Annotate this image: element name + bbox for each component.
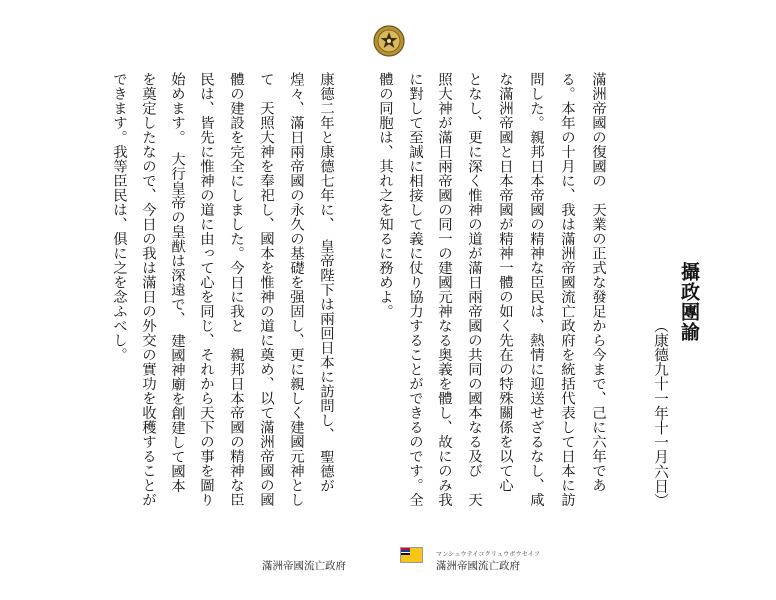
body-text-column: 煌々、滿日兩帝國の永久の基礎を强固し、更に親しく建國元神とし: [288, 72, 304, 507]
footer-issuer-left: 滿洲帝國流亡政府: [262, 560, 346, 572]
manchukuo-flag-icon: [400, 547, 423, 563]
document-title: 攝政團諭: [678, 262, 700, 342]
body-text-column: な滿洲帝國と日本帝國が精神一體の如く先在の特殊關係を以て心: [497, 72, 513, 493]
document-date: （康德九十一年十一月六日）: [652, 318, 669, 508]
body-text-column: 始めます。 大行皇帝の皇猷は深遠で、 建國神廟を創建して國本: [169, 72, 185, 493]
body-text-column: 問した。親邦日本帝國の精神な臣民は、熱情に迎送せざるなし、咸: [528, 72, 544, 507]
body-text-column: を奠定したなので、今日の我は滿日の外交の實功を收穫することが: [140, 72, 156, 507]
body-text-column: に對して至誠に相接して義に仗り協力することができるのです。全: [407, 72, 423, 507]
body-text-column: 體の建設を完全にしました。今日に我と 親邦日本帝國の精神な臣: [228, 72, 244, 507]
footer-issuer-right: 滿洲帝國流亡政府: [436, 560, 520, 572]
body-text-column: る。本年の十月に、我は滿洲帝國流亡政府を統括代表して日本に訪: [559, 72, 575, 507]
body-text-column: となし、更に深く惟神の道が滿日兩帝國の共同の國本なる及び 天: [466, 72, 482, 507]
body-text-column: できます。我等臣民は、俱に之を念ふべし。: [111, 72, 127, 362]
body-text-column: 體の同胞は、其れ之を知るに務めよ。: [377, 72, 393, 319]
body-text-column: 民は、皆先に惟神の道に由って心を同じ、それから天下の事を圖り: [198, 72, 214, 507]
emblem-seal-icon: [372, 24, 406, 58]
footer-issuer-reading: マンシュウテイコクリュウボウセイフ: [436, 551, 540, 558]
body-text-column: 照大神が滿日兩帝國の同一の建國元神なる奥義を體し、故にのみ我: [436, 72, 452, 507]
body-text-column: 康德二年と康德七年に、 皇帝陛下は兩回日本に訪問し、 聖德が: [318, 72, 334, 493]
body-text-column: 滿洲帝國の復國の 天業の正式な發足から今まで、己に六年であ: [590, 72, 606, 493]
body-text-column: て 天照大神を奉祀し、國本を惟神の道に奠め、以て滿洲帝國の國: [258, 72, 274, 507]
